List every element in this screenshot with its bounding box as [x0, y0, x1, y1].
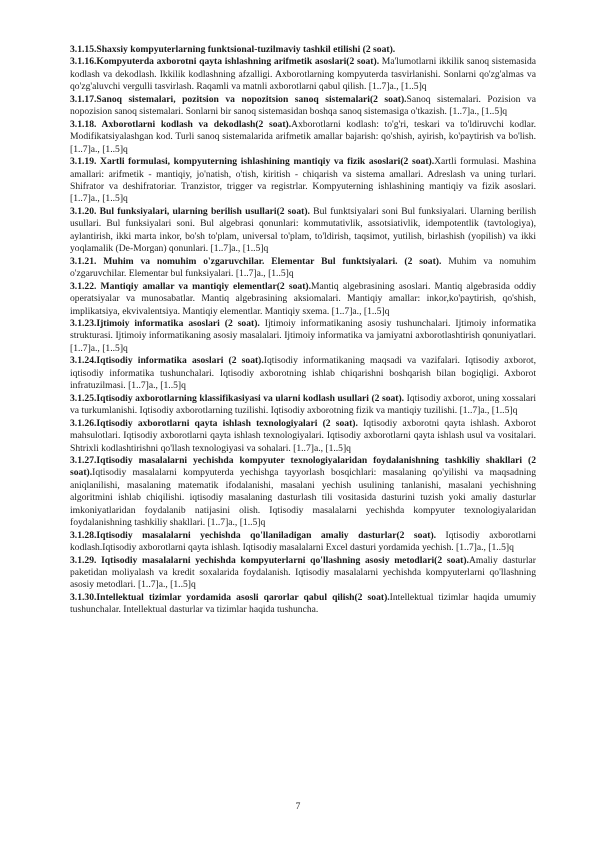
section-heading: 3.1.22. Mantiqiy amallar va mantiqiy elementlar(2 soat). [70, 280, 311, 292]
section-3-1-29 [70, 555, 536, 592]
page-number: 7 [295, 802, 301, 812]
section-body: Ma'lumotlarni ikkilik sanoq sistemasida kodlash va dekodlash. Ikkilik kodlashning afzalligi. Axborotlarning kompyuterda tasvirlanishi. Sonlarni qo'zg'almas va qo'zg'aluvchi vergulli tasvirlash. Raqamli va matnli axborotlarni qabul qilish. [1..7]a., [1..5]q [70, 56, 537, 93]
section-3-1-26 [70, 418, 536, 455]
section-heading: 3.1.30.Intellektual tizimlar yordamida asosli qarorlar qabul qilish(2 soat). [70, 591, 390, 603]
section-body: Xartli formulasi. Mashina amallari: arifmetik - mantiqiy, jo'natish, o'tish, kiritish - chiqarish va sistema amallari. Adreslash va uning turlari. Shifrator va deshifratoriar. Tranzistor, trigger va registrlar. Kompyuterning ishlashining mantiqiy va fizik asoslari. [1..7]a., [1..5]q [70, 156, 536, 205]
section-3-1-17 [70, 94, 536, 119]
section-body: Iqtisodiy axborotni qayta ishlash. Axborot mahsulotlari. Iqtisodiy axborotlarni qayta ishlash texnologiyalari. Iqtisodiy axborotlarni qayta ishlash usul va vositalari. Shtrixli kodlashtirishni qo'llash texnologiyasi va sohalari. [1..7]a., [1..5]q [70, 417, 536, 454]
section-3-1-22 [70, 281, 536, 318]
section-body: Iqtisodiy masalalarni kompyuterda yechishga tayyorlash bosqichlari: masalaning qo'yilishi va maqsadning aniqlanilishi, masalaning matematik ifodalanishi, masalani yechish usulining tanlanishi, masalani yechishning algoritmini ishlab chiqilishi. iqtisodiy masalaning dasturlash tili vositasida dasturini tuzish yoki amaliy dasturlar imkoniyatlaridan foydalanib natijasini olish. Iqtisodiy masalalarni yechishda kompyuter texnologiyalaridan foydalanishning tashkiliy shakllari. [1..7]a., [1..5]q [70, 467, 536, 529]
section-3-1-20 [70, 206, 536, 256]
section-3-1-27 [70, 455, 536, 530]
section-heading: 3.1.19. Xartli formulasi, kompyuterning ishlashining mantiqiy va fizik asoslari(2 soat). [70, 156, 435, 168]
section-body: Iqtisodiy informatikaning maqsadi va vazifalari. Iqtisodiy axborot, iqtisodiy informatika tushunchalari. Iqtisodiy axborotning ishlab chiqarishni boshqarish bilan bogiqligi. Axborot infratuzilmasi. [1..7]a., [1..5]q [70, 355, 536, 392]
section-3-1-24 [70, 355, 536, 392]
section-heading: 3.1.24.Iqtisodiy informatika asoslari (2 soat). [70, 355, 264, 367]
section-heading: 3.1.17.Sanoq sistemalari, pozitsion va nopozitsion sanoq sistemalari(2 soat). [70, 93, 407, 105]
section-heading: 3.1.23.Ijtimoiy informatika asoslari (2 soat). [70, 317, 260, 329]
section-body: Muhim va nomuhim o'zgaruvchilar. Elementar bul funksiyalari. [1..7]a., [1..5]q [70, 255, 537, 280]
section-3-1-18 [70, 119, 536, 156]
section-heading: 3.1.28.Iqtisodiy masalalarni yechishda qo'llaniladigan amaliy dasturlar(2 soat). [70, 529, 437, 541]
section-heading: 3.1.26.Iqtisodiy axborotlarni qayta ishlash texnologiyalari (2 soat). [70, 417, 358, 429]
section-3-1-25 [70, 393, 536, 418]
section-body: Ijtimoiy informatikaning asosiy tushunchalari. Ijtimoiy informatika strukturasi. Ijtimoiy informatikaning asosiy masalalari. Ijtimoiy informatika va jamiyatni axborotlashtirish qonuniyatlari. [1..7]a., [1..5]q [70, 317, 536, 354]
section-heading: 3.1.20. Bul funksiyalari, ularning berilish usullari(2 soat). [70, 205, 310, 217]
section-heading: 3.1.18. Axborotlarni kodlash va dekodlash(2 soat). [70, 118, 292, 130]
section-body: Mantiq algebrasining asoslari. Mantiq algebrasida oddiy operatsiyalar va munosabatlar. Mantiq algebrasining aksiomalari. Mantiqiy amallar: inkor,ko'paytirish, qo'shish, implikatsiya, ekvivalentsiya. Mantiqiy elementlar. Mantiqiy sxema. [1..7]a., [1..5]q [70, 280, 536, 317]
section-3-1-15 [70, 44, 536, 56]
section-3-1-19 [70, 156, 536, 206]
section-body: Intellektual tizimlar haqida umumiy tushunchalar. Intellektual dasturlar va tizimlar haqida tushuncha. [70, 591, 536, 616]
section-body: Amaliy dasturlar paketidan moliyalash va kredit soxalarida foydalanish. Iqtisodiy masalalarni yechishda kompyuterlarni qo'llashning asosiy metodlari. [1..7]a., [1..5]q [70, 554, 537, 591]
document-page [70, 44, 536, 617]
section-body: Bul funktsiyalari soni Bul funksiyalari. Ularning berilish usullari. Bul funksiyalari soni. Bul algebrasi qonunlari: kommutativlik, assotsiativlik, idempotentlik (tavtologiya), aylantirish, ikki marta inkor, bo'sh to'plam, universal to'plam, to'ldirish, taqsimot, yutilish, birlashish (yopilish) va ikki yoqlamalik (De-Morgan) qonunlari. [1..7]a., [1..5]q [70, 205, 536, 255]
section-body: Axborotlarni kodlash: to'g'ri, teskari va to'ldiruvchi kodlar. Modifikatsiyalashgan kod. Turli sanoq sistemalarida arifmetik amallar bajarish: qo'shish, ayirish, ko'paytirish va bo'lish. [1..7]a., [1..5]q [70, 118, 537, 155]
section-3-1-23 [70, 318, 536, 355]
section-body: Iqtisodiy axborotlarni kodlash.Iqtisodiy axborotlarni qayta ishlash. Iqtisodiy masalalarni Excel dasturi yordamida yechish. [1..7]a., [1..5]q [70, 529, 536, 554]
section-heading: 3.1.27.Iqtisodiy masalalarni yechishda kompyuter texnologiyalaridan foydalanishning tashkiliy shakllari (2 soat). [70, 454, 536, 479]
section-heading: 3.1.29. Iqtisodiy masalalarni yechishda kompyuterlarni qo'llashning asosiy metodlari(2 soat). [70, 554, 469, 566]
section-body: Sanoq sistemalari. Pozision va nopozision sanoq sistemalari. Sonlarni bir sanoq sistemasidan boshqa sanoq sistemasiga o'tkazish. [1..7]a., [1..5]q [70, 93, 536, 118]
section-body: Iqtisodiy axborot, uning xossalari va turkumlanishi. Iqtisodiy axborotlarning tuzilishi. Iqtisodiy axborotning fizik va mantiqiy tuzilishi. [1..7]a., [1..5]q [70, 392, 536, 417]
section-heading: 3.1.25.Iqtisodiy axborotlarning klassifikasiyasi va ularni kodlash usullari (2 soat). [70, 392, 405, 404]
section-3-1-28 [70, 530, 536, 555]
section-3-1-30 [70, 592, 536, 617]
section-3-1-16 [70, 56, 536, 93]
section-heading: 3.1.16.Kompyuterda axborotni qayta ishlashning arifmetik asoslari(2 soat). [70, 56, 380, 68]
section-heading: 3.1.21. Muhim va nomuhim o'zgaruvchilar. Elementar Bul funktsiyalari. (2 soat). [70, 255, 442, 267]
section-heading: 3.1.15.Shaxsiy kompyuterlarning funktsional-tuzilmaviy tashkil etilishi (2 soat). [70, 44, 396, 55]
section-3-1-21 [70, 256, 536, 281]
